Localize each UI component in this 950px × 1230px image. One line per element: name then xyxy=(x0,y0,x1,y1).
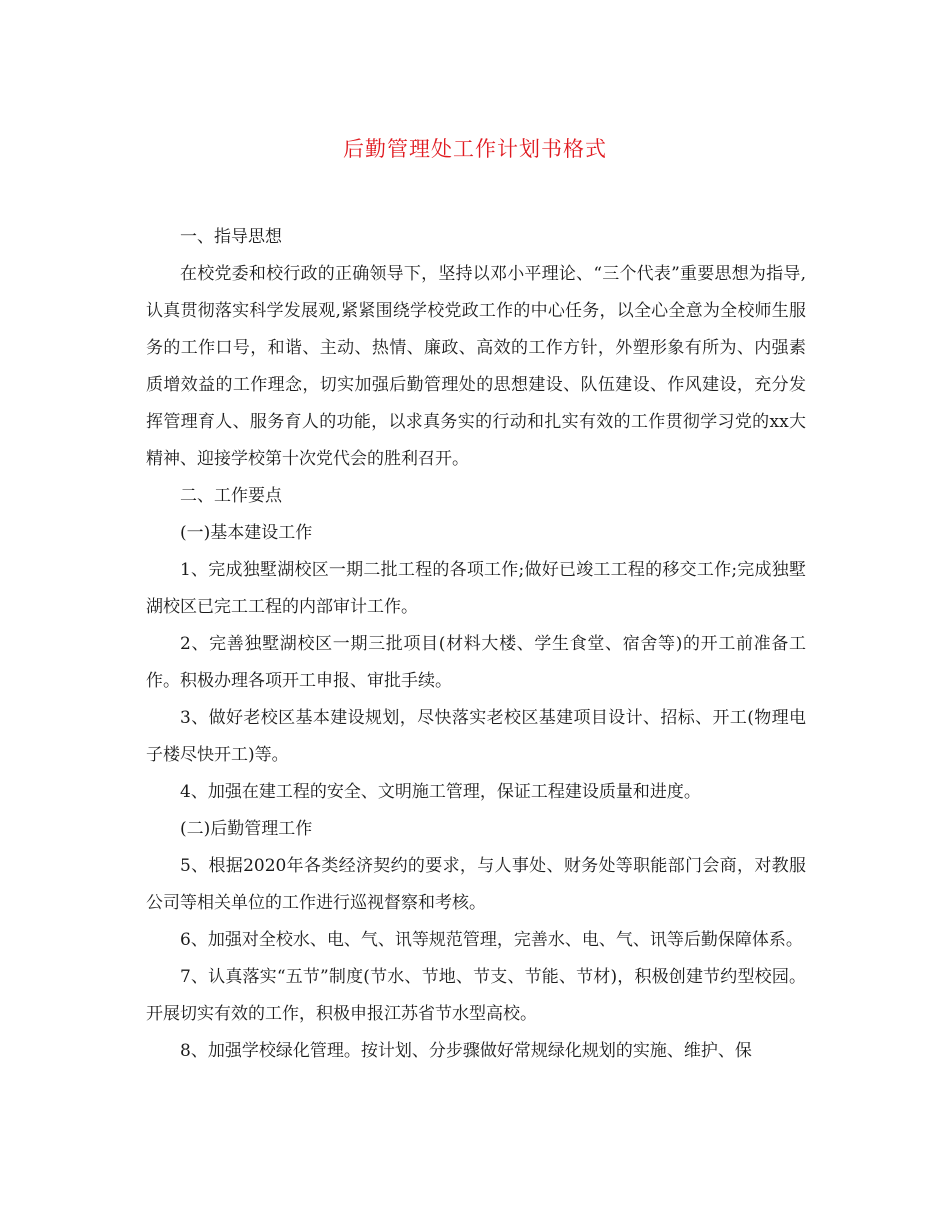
list-item: 4、加强在建工程的安全、文明施工管理，保证工程建设质量和进度。 xyxy=(180,782,701,802)
section-heading: 二、工作要点 xyxy=(180,486,282,506)
list-item: 8、加强学校绿化管理。按计划、分步骤做好常规绿化规划的实施、维护、保 xyxy=(180,1041,752,1061)
document-title: 后勤管理处工作计划书格式 xyxy=(343,137,607,161)
body-paragraph: 在校党委和校行政的正确领导下，坚持以邓小平理论、“三个代表”重要思想为指导,认真贯彻落实科学发展观,紧紧围绕学校党政工作的中心任务，以全心全意为全校师生服务的工作口号，和谐、主动、热情、廉政、高效的工作方针，外塑形象有所为、内强素质增效益的工作理念，切实加强后勤管理处的思想建设、队伍建设、作风建设，充分发挥管理育人、服务育人的功能，以求真务实的行动和扎实有效的工作贯彻学习党的xx大精神、迎接学校第十次党代会的胜利召开。 xyxy=(146,264,806,469)
document-body xyxy=(146,219,806,1070)
list-item: 2、完善独墅湖校区一期三批项目(材料大楼、学生食堂、宿舍等)的开工前准备工作。积极办理各项开工申报、审批手续。 xyxy=(146,634,806,691)
list-item: 5、根据2020年各类经济契约的要求，与人事处、财务处等职能部门会商，对教服公司等相关单位的工作进行巡视督察和考核。 xyxy=(146,856,806,913)
list-item: 1、完成独墅湖校区一期二批工程的各项工作;做好已竣工工程的移交工作;完成独墅湖校区已完工工程的内部审计工作。 xyxy=(146,560,806,617)
list-item: 6、加强对全校水、电、气、讯等规范管理，完善水、电、气、讯等后勤保障体系。 xyxy=(180,930,803,950)
list-item: 7、认真落实“五节”制度(节水、节地、节支、节能、节材)，积极创建节约型校园。开展切实有效的工作，积极申报江苏省节水型高校。 xyxy=(146,967,806,1024)
subsection-heading: (二)后勤管理工作 xyxy=(180,819,313,839)
section-heading: 一、指导思想 xyxy=(180,227,282,247)
subsection-heading: (一)基本建设工作 xyxy=(180,523,313,543)
list-item: 3、做好老校区基本建设规划，尽快落实老校区基建项目设计、招标、开工(物理电子楼尽快开工)等。 xyxy=(146,708,806,765)
